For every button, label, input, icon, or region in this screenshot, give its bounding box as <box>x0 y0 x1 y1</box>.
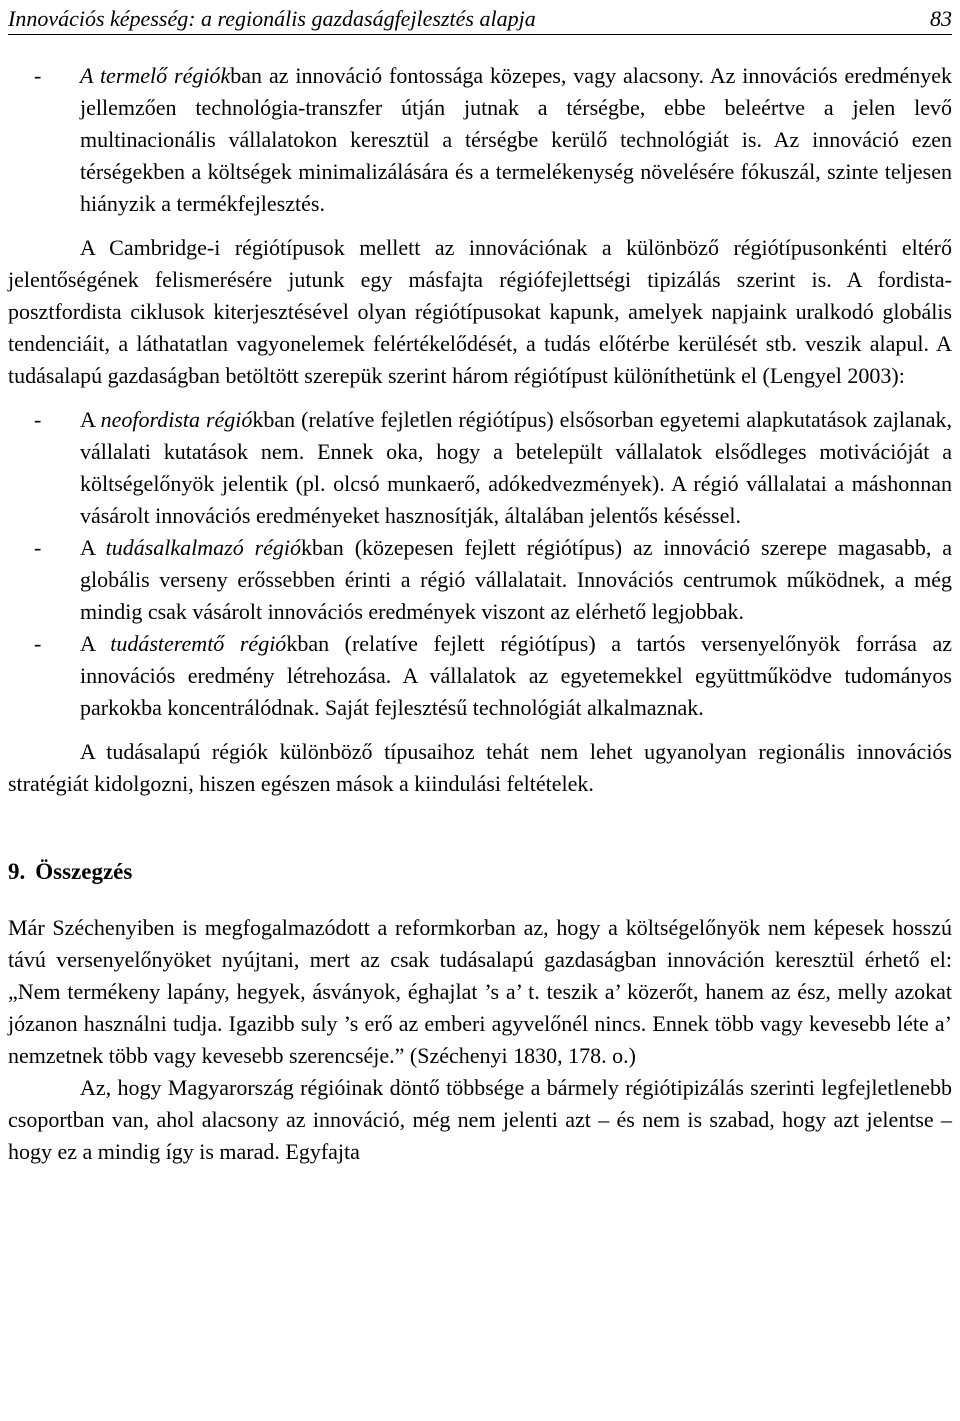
region-type-term: tudásalkalmazó régió <box>105 535 302 560</box>
header-title: Innovációs képesség: a regionális gazdaságfejlesztés alapja <box>8 6 536 31</box>
section-title: Összegzés <box>35 859 133 884</box>
list-item-text: A tudásalkalmazó régiókban (közepesen fejlett régiótípus) az innováció szerepe magasabb, a globális verseny erőssebben érinti a régió vállalatait. Innovációs centrumok működnek, a még mindig csak vásárolt innovációs eredmények viszont az elérhető legjobbak. <box>80 535 952 624</box>
page-number: 83 <box>930 6 952 31</box>
list-item-text: A neofordista régiókban (relatíve fejletlen régiótípus) elsősorban egyetemi alapkutatások zajlanak, vállalati kutatások nem. Ennek oka, hogy a betelepült vállalatok elsődleges motivációját a költségelőnyök jelentik (pl. olcsó munkaerő, adókedvezmények). A régió vállalatai a máshonnan vásárolt innovációs eredményeket hasznosítják, általában jelentős késéssel. <box>80 407 952 528</box>
list-item <box>8 60 952 220</box>
list-dash: - <box>34 63 42 88</box>
region-type-list <box>8 404 952 724</box>
list-dash: - <box>34 631 42 656</box>
body-paragraph: Az, hogy Magyarország régióinak döntő többsége a bármely régiótipizálás szerinti legfejletlenebb csoportban van, ahol alacsony az innováció, még nem jelenti azt – és nem is szabad, hogy azt jelentse – hogy ez a mindig így is marad. Egyfajta <box>8 1075 952 1164</box>
body-paragraph: A tudásalapú régiók különböző típusaihoz tehát nem lehet ugyanolyan regionális innovációs stratégiát kidolgozni, hiszen egészen mások a kiindulási feltételek. <box>8 739 952 796</box>
running-header <box>8 0 952 35</box>
list-item-text: A termelő régiókban az innováció fontossága közepes, vagy alacsony. Az innovációs eredmények jellemzően technológia-transzfer útján jutnak a térségbe, ebbe beleértve a jelen levő multinacionális vállalatokon keresztül a térségbe kerülő technológiát is. Az innováció ezen térségekben a költségek minimalizálására és a termelékenység növelésére fókuszál, szinte teljesen hiányzik a termékfejlesztés. <box>80 63 952 216</box>
list-item <box>8 628 952 724</box>
section-number: 9. <box>8 859 26 884</box>
list-item-text: A tudásteremtő régiókban (relatíve fejlett régiótípus) a tartós versenyelőnyök forrása az innovációs eredmény létrehozása. A vállalatok az egyetemekkel együttműködve tudományos parkokba koncentrálódnak. Saját fejlesztésű technológiát alkalmaznak. <box>80 631 953 720</box>
body-paragraph: Már Széchenyiben is megfogalmazódott a reformkorban az, hogy a költségelőnyök nem képesek hosszú távú versenyelőnyöket nyújtani, mert az csak tudásalapú gazdaságban innováción keresztül érhető el: „Nem termékeny lapány, hegyek, ásványok, éghajlat ’s a’ t. teszik a’ közerőt, hanem az ész, melly azokat józanon használni tudja. Igazibb suly ’s erő az emberi agyvelőnél nincs. Ennek több vagy kevesebb léte a’ nemzetnek több vagy kevesebb szerencséje.” (Széchenyi 1830, 178. o.) <box>8 915 952 1068</box>
list-item <box>8 404 952 532</box>
list-item <box>8 532 952 628</box>
region-type-term: neofordista régió <box>100 407 253 432</box>
section-heading <box>8 856 952 888</box>
region-type-term: tudásteremtő régió <box>110 631 287 656</box>
body-paragraph: A Cambridge-i régiótípusok mellett az innovációnak a különböző régiótípusonkénti eltérő jelentőségének felismerésére jutunk egy másfajta régiófejlettségi tipizálás szerint is. A fordista-posztfordista ciklusok kiterjesztésével olyan régiótípusokat kapunk, amelyek napjaink uralkodó globális tendenciáit, a láthatatlan vagyonelemek felértékelődését, a tudás előtérbe kerülését stb. veszik alapul. A tudásalapú gazdaságban betöltött szerepük szerint három régiótípust különíthetünk el (Lengyel 2003): <box>8 235 952 388</box>
list-dash: - <box>34 407 42 432</box>
list-dash: - <box>34 535 42 560</box>
page-body <box>8 60 952 1168</box>
region-type-term: A termelő régiók <box>80 63 231 88</box>
